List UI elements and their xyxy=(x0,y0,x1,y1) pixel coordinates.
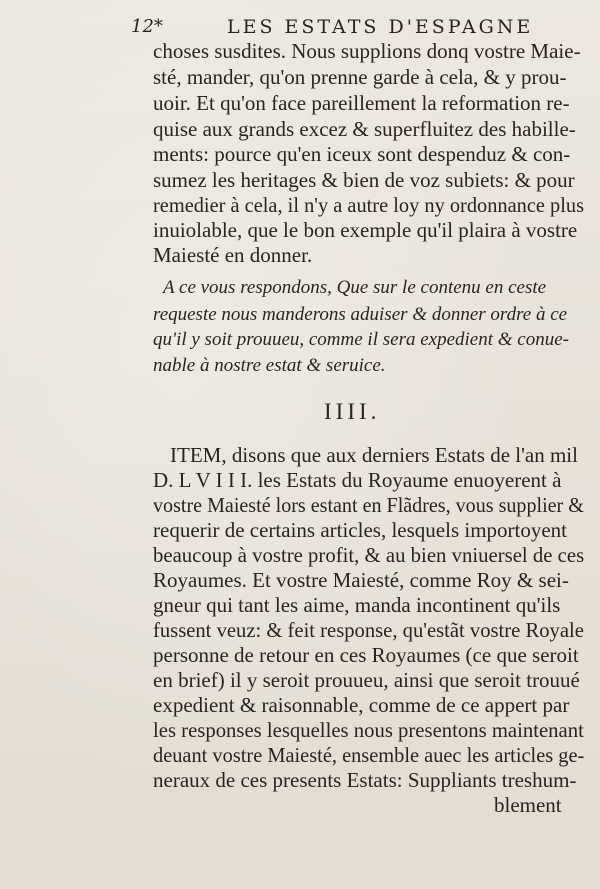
text-line: Maiesté en donner. xyxy=(153,243,313,267)
text-line: inuiolable, que le bon exemple qu'il plaira à vostre xyxy=(153,218,578,242)
section-number: IIII. xyxy=(324,399,381,424)
text-line: A ce vous respondons, Que sur le contenu en ceste xyxy=(163,277,547,298)
text-line: deuant vostre Maiesté, ensemble auec les articles ge- xyxy=(153,743,585,767)
text-line: uoir. Et qu'on face pareillement la reformation re- xyxy=(153,91,570,115)
text-line: ITEM, disons que aux derniers Estats de l'an mil xyxy=(170,443,578,467)
text-line: remedier à cela, il n'y a autre loy ny ordonnance plus xyxy=(153,193,585,217)
text-line: requerir de certains articles, lesquels importoyent xyxy=(153,518,568,542)
text-line: fussent veuz: & feit response, qu'estãt vostre Royale xyxy=(153,618,584,642)
text-line: blement xyxy=(494,793,562,817)
text-line: nable à nostre estat & seruice. xyxy=(153,355,386,376)
text-line: expedient & raisonnable, comme de ce appert par xyxy=(153,693,570,717)
text-line: sté, mander, qu'on prenne garde à cela, & y prou- xyxy=(153,65,567,89)
text-line: beaucoup à vostre profit, & au bien vniuersel de ces xyxy=(153,543,585,567)
text-line: requeste nous manderons aduiser & donner ordre à ce xyxy=(153,304,568,325)
text-line: personne de retour en ces Royaumes (ce que seroit xyxy=(153,643,579,667)
text-line: gneur qui tant les aime, manda incontinent qu'ils xyxy=(153,593,561,617)
running-title: LES ESTATS D'ESPAGNE xyxy=(227,16,534,38)
text-line: les responses lesquelles nous presentons maintenant xyxy=(153,718,584,742)
text-line: Royaumes. Et vostre Maiesté, comme Roy & sei- xyxy=(153,568,569,592)
text-line: choses susdites. Nous supplions donq vostre Maie- xyxy=(153,39,581,63)
text-line: D. L V I I I. les Estats du Royaume enuoyerent à xyxy=(153,468,562,492)
page-number: 12* xyxy=(131,16,163,37)
text-line: ments: pource qu'en iceux sont despenduz & con- xyxy=(153,142,571,166)
text-line: neraux de ces presents Estats: Suppliants treshum- xyxy=(153,768,577,792)
text-line: qu'il y soit prouueu, comme il sera expedient & conue- xyxy=(153,329,569,350)
text-line: vostre Maiesté lors estant en Flãdres, vous supplier & xyxy=(153,493,584,517)
text-line: quise aux grands excez & superfluitez des habille- xyxy=(153,117,576,141)
text-line: en brief) il y seroit prouueu, ainsi que seroit trouué xyxy=(153,668,580,692)
text-line: sumez les heritages & bien de voz subiets: & pour xyxy=(153,168,575,192)
